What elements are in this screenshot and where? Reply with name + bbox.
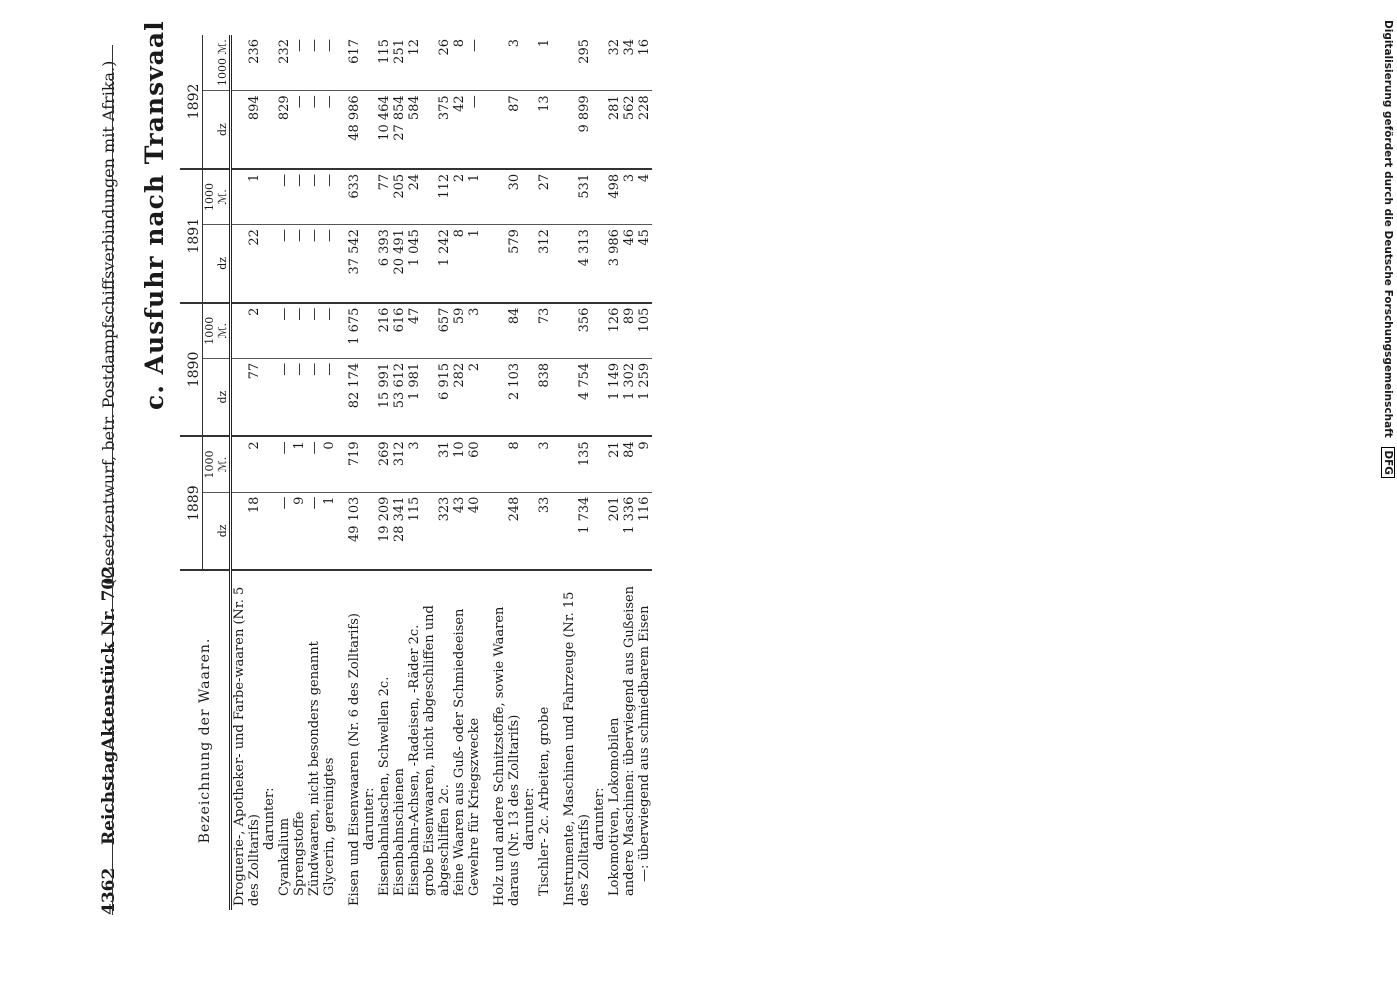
cell-dz bbox=[522, 225, 537, 303]
cell-dz: 27 854 bbox=[392, 91, 407, 169]
cell-value: — bbox=[322, 303, 337, 359]
table-row bbox=[607, 35, 622, 910]
cell-dz bbox=[262, 492, 277, 570]
year-header-row bbox=[180, 35, 203, 910]
cell-dz: — bbox=[322, 225, 337, 303]
row-label: grobe Eisenwaaren, nicht abgeschliffen und abgeschliffen 2c. bbox=[422, 605, 452, 896]
cell-value: 531 bbox=[552, 169, 592, 225]
cell-dz bbox=[362, 358, 377, 436]
cell-dz: 77 bbox=[231, 358, 263, 436]
table-row bbox=[592, 35, 607, 910]
table-row bbox=[362, 35, 377, 910]
year-header: 1890 bbox=[180, 303, 203, 437]
cell-value: — bbox=[307, 303, 322, 359]
unit-value: 1000 ℳ. bbox=[203, 169, 231, 225]
cell-dz: — bbox=[277, 492, 292, 570]
cell-value: 3 bbox=[467, 303, 482, 359]
cell-dz: — bbox=[322, 91, 337, 169]
cell-value: 251 bbox=[392, 35, 407, 91]
cell-value: 59 bbox=[452, 303, 467, 359]
unit-value: 1000 ℳ. bbox=[203, 436, 231, 492]
cell-value: 633 bbox=[337, 169, 362, 225]
cell-dz: — bbox=[277, 225, 292, 303]
credit-strip bbox=[1378, 20, 1394, 980]
cell-value bbox=[592, 35, 607, 91]
table-row bbox=[452, 35, 467, 910]
row-label: feine Waaren aus Guß- oder Schmiedeeisen bbox=[452, 608, 467, 896]
cell-value: 3 bbox=[537, 436, 552, 492]
cell-value: 236 bbox=[231, 35, 263, 91]
cell-dz: 49 103 bbox=[337, 492, 362, 570]
cell-value: 73 bbox=[537, 303, 552, 359]
table-row bbox=[231, 35, 263, 910]
cell-dz: 894 bbox=[231, 91, 263, 169]
cell-value: — bbox=[307, 35, 322, 91]
cell-value: 295 bbox=[552, 35, 592, 91]
table-row bbox=[622, 35, 637, 910]
cell-dz: 201 bbox=[607, 492, 622, 570]
cell-dz: 579 bbox=[482, 225, 522, 303]
cell-dz bbox=[592, 91, 607, 169]
cell-dz: 6 393 bbox=[377, 225, 392, 303]
cell-value: 34 bbox=[622, 35, 637, 91]
cell-dz: 312 bbox=[537, 225, 552, 303]
cell-value: — bbox=[292, 169, 307, 225]
row-label: darunter: bbox=[592, 787, 607, 850]
row-label: darunter: bbox=[362, 787, 377, 850]
cell-value: 617 bbox=[337, 35, 362, 91]
cell-dz: 1 242 bbox=[422, 225, 452, 303]
row-label: darunter: bbox=[522, 787, 537, 850]
cell-value bbox=[522, 436, 537, 492]
cell-dz: — bbox=[292, 225, 307, 303]
cell-value: 32 bbox=[607, 35, 622, 91]
table-row bbox=[337, 35, 362, 910]
cell-dz: 22 bbox=[231, 225, 263, 303]
cell-dz: — bbox=[307, 91, 322, 169]
cell-value: 105 bbox=[637, 303, 652, 359]
table-row bbox=[277, 35, 292, 910]
cell-value bbox=[362, 303, 377, 359]
header-subtitle: (Gesetzentwurf, betr. Postdampfschiffsverbindungen mit Afrika.) bbox=[99, 60, 118, 585]
cell-value bbox=[262, 303, 277, 359]
cell-value: 26 bbox=[422, 35, 452, 91]
row-label: darunter: bbox=[262, 787, 277, 850]
cell-dz: 838 bbox=[537, 358, 552, 436]
cell-dz: 1 045 bbox=[407, 225, 422, 303]
cell-dz: 87 bbox=[482, 91, 522, 169]
year-header: 1892 bbox=[180, 35, 203, 169]
cell-dz: 562 bbox=[622, 91, 637, 169]
cell-dz: 282 bbox=[452, 358, 467, 436]
cell-value: 205 bbox=[392, 169, 407, 225]
cell-dz bbox=[592, 492, 607, 570]
cell-dz: 3 986 bbox=[607, 225, 622, 303]
dfg-logo: DFG bbox=[1381, 447, 1395, 478]
cell-dz: 1 734 bbox=[552, 492, 592, 570]
header-aktenstueck: Aktenstück Nr. 702. bbox=[99, 559, 119, 750]
cell-value: 24 bbox=[407, 169, 422, 225]
row-label: Zündwaaren, nicht besonders genannt bbox=[307, 641, 322, 896]
cell-dz bbox=[592, 358, 607, 436]
cell-dz: 53 612 bbox=[392, 358, 407, 436]
cell-value bbox=[592, 169, 607, 225]
description-header: Bezeichnung der Waaren. bbox=[180, 570, 231, 910]
cell-dz: 1 bbox=[322, 492, 337, 570]
cell-value bbox=[592, 436, 607, 492]
cell-dz bbox=[362, 225, 377, 303]
cell-value: 16 bbox=[637, 35, 652, 91]
cell-dz: 4 754 bbox=[552, 358, 592, 436]
cell-value: 84 bbox=[482, 303, 522, 359]
cell-value: 232 bbox=[277, 35, 292, 91]
row-label: andere Maschinen: überwiegend aus Gußeisen bbox=[622, 585, 637, 896]
cell-dz: 248 bbox=[482, 492, 522, 570]
cell-dz: — bbox=[467, 91, 482, 169]
table-row bbox=[322, 35, 337, 910]
cell-dz: 375 bbox=[422, 91, 452, 169]
cell-value: — bbox=[307, 436, 322, 492]
table-row bbox=[262, 35, 277, 910]
cell-value: 30 bbox=[482, 169, 522, 225]
page-number: 4362 bbox=[99, 867, 119, 915]
cell-value: 1 bbox=[231, 169, 263, 225]
cell-value: — bbox=[292, 35, 307, 91]
cell-value bbox=[362, 35, 377, 91]
cell-dz: 323 bbox=[422, 492, 452, 570]
cell-value: 84 bbox=[622, 436, 637, 492]
cell-value: — bbox=[277, 303, 292, 359]
unit-dz: dz bbox=[203, 358, 231, 436]
cell-value: — bbox=[322, 169, 337, 225]
cell-value: 1 bbox=[292, 436, 307, 492]
table-row bbox=[522, 35, 537, 910]
cell-value: 616 bbox=[392, 303, 407, 359]
cell-dz bbox=[592, 225, 607, 303]
row-label: —: überwiegend aus schmiedbarem Eisen bbox=[637, 605, 652, 882]
unit-value: 1000 ℳ. bbox=[203, 303, 231, 359]
cell-value: 8 bbox=[482, 436, 522, 492]
cell-dz: 4 313 bbox=[552, 225, 592, 303]
cell-dz: 8 bbox=[452, 225, 467, 303]
cell-value bbox=[362, 436, 377, 492]
cell-value: 77 bbox=[377, 169, 392, 225]
cell-value: — bbox=[292, 303, 307, 359]
cell-dz: 1 259 bbox=[637, 358, 652, 436]
unit-dz: dz bbox=[203, 91, 231, 169]
cell-value: 10 bbox=[452, 436, 467, 492]
cell-value: 356 bbox=[552, 303, 592, 359]
cell-value bbox=[262, 436, 277, 492]
cell-value: 135 bbox=[552, 436, 592, 492]
table-row bbox=[637, 35, 652, 910]
cell-value bbox=[522, 169, 537, 225]
cell-dz bbox=[262, 358, 277, 436]
cell-value: 498 bbox=[607, 169, 622, 225]
cell-dz: 116 bbox=[637, 492, 652, 570]
cell-value bbox=[262, 35, 277, 91]
table-row bbox=[392, 35, 407, 910]
cell-value: 3 bbox=[482, 35, 522, 91]
cell-dz: 1 302 bbox=[622, 358, 637, 436]
cell-value: 4 bbox=[637, 169, 652, 225]
cell-dz: 15 991 bbox=[377, 358, 392, 436]
cell-dz: 9 899 bbox=[552, 91, 592, 169]
header-rule bbox=[112, 45, 113, 915]
cell-dz: 1 bbox=[467, 225, 482, 303]
cell-dz: — bbox=[277, 358, 292, 436]
cell-value: 8 bbox=[452, 35, 467, 91]
cell-dz bbox=[522, 492, 537, 570]
cell-value: 3 bbox=[622, 169, 637, 225]
cell-dz: 43 bbox=[452, 492, 467, 570]
row-label: Holz und andere Schnitzstoffe, sowie Waaren daraus (Nr. 13 des Zolltarifs) bbox=[492, 606, 522, 906]
cell-dz bbox=[262, 225, 277, 303]
unit-dz: dz bbox=[203, 225, 231, 303]
year-header: 1889 bbox=[180, 436, 203, 570]
cell-dz: 281 bbox=[607, 91, 622, 169]
cell-dz: 28 341 bbox=[392, 492, 407, 570]
section-title: c. Ausfuhr nach Transvaal bbox=[140, 20, 169, 410]
cell-dz: 2 bbox=[467, 358, 482, 436]
cell-dz: 82 174 bbox=[337, 358, 362, 436]
table-row bbox=[307, 35, 322, 910]
cell-dz: 115 bbox=[407, 492, 422, 570]
cell-value: 1 bbox=[467, 169, 482, 225]
cell-value: — bbox=[467, 35, 482, 91]
table-row bbox=[422, 35, 452, 910]
cell-dz: 18 bbox=[231, 492, 263, 570]
row-label: Tischler- 2c. Arbeiten, grobe bbox=[537, 706, 552, 896]
cell-dz: 48 986 bbox=[337, 91, 362, 169]
cell-dz bbox=[362, 91, 377, 169]
row-label: Cyankalium bbox=[277, 817, 292, 896]
cell-value: 657 bbox=[422, 303, 452, 359]
cell-value: — bbox=[307, 169, 322, 225]
table-row bbox=[467, 35, 482, 910]
cell-value bbox=[262, 169, 277, 225]
cell-value: — bbox=[322, 35, 337, 91]
cell-dz: 2 103 bbox=[482, 358, 522, 436]
cell-value: 2 bbox=[452, 169, 467, 225]
cell-value: 89 bbox=[622, 303, 637, 359]
cell-value: 312 bbox=[392, 436, 407, 492]
cell-dz: 33 bbox=[537, 492, 552, 570]
cell-value: 269 bbox=[377, 436, 392, 492]
row-label: Sprengstoffe bbox=[292, 811, 307, 896]
cell-value: 2 bbox=[231, 436, 263, 492]
cell-dz: — bbox=[292, 358, 307, 436]
cell-value bbox=[592, 303, 607, 359]
cell-dz: 1 336 bbox=[622, 492, 637, 570]
cell-value bbox=[362, 169, 377, 225]
header-reichstag: Reichstag. bbox=[99, 744, 119, 845]
cell-dz: 40 bbox=[467, 492, 482, 570]
cell-dz: 45 bbox=[637, 225, 652, 303]
cell-dz: 829 bbox=[277, 91, 292, 169]
cell-dz: — bbox=[322, 358, 337, 436]
cell-value: 27 bbox=[537, 169, 552, 225]
cell-dz: 42 bbox=[452, 91, 467, 169]
cell-value bbox=[522, 303, 537, 359]
cell-dz: 9 bbox=[292, 492, 307, 570]
row-label: Eisenbahnschienen bbox=[392, 768, 407, 896]
cell-dz: 13 bbox=[537, 91, 552, 169]
cell-value: 3 bbox=[407, 436, 422, 492]
cell-dz: 19 209 bbox=[377, 492, 392, 570]
cell-dz: 6 915 bbox=[422, 358, 452, 436]
cell-dz bbox=[522, 358, 537, 436]
credit-text: Digitalisierung gefördert durch die Deutsche Forschungsgemeinschaft bbox=[1382, 20, 1394, 438]
row-label: Gewehre für Kriegszwecke bbox=[467, 717, 482, 896]
cell-value bbox=[522, 35, 537, 91]
cell-value: 0 bbox=[322, 436, 337, 492]
cell-value: 126 bbox=[607, 303, 622, 359]
cell-value: 12 bbox=[407, 35, 422, 91]
table-row bbox=[407, 35, 422, 910]
unit-dz: dz bbox=[203, 492, 231, 570]
table-row bbox=[292, 35, 307, 910]
cell-dz bbox=[262, 91, 277, 169]
cell-dz: — bbox=[307, 492, 322, 570]
cell-dz: 37 542 bbox=[337, 225, 362, 303]
cell-dz: — bbox=[307, 225, 322, 303]
cell-value: 47 bbox=[407, 303, 422, 359]
cell-value: 1 bbox=[537, 35, 552, 91]
cell-dz: — bbox=[292, 91, 307, 169]
cell-dz: 228 bbox=[637, 91, 652, 169]
cell-value: — bbox=[277, 436, 292, 492]
cell-value: 2 bbox=[231, 303, 263, 359]
table-row bbox=[552, 35, 592, 910]
cell-dz: 1 981 bbox=[407, 358, 422, 436]
cell-dz: — bbox=[307, 358, 322, 436]
row-label: Instrumente, Maschinen und Fahrzeuge (Nr. 15 des Zolltarifs) bbox=[562, 591, 592, 906]
row-label: Droguerie-, Apotheker- und Farbe-waaren (Nr. 5 des Zolltarifs) bbox=[232, 586, 262, 906]
cell-value: 216 bbox=[377, 303, 392, 359]
cell-dz: 10 464 bbox=[377, 91, 392, 169]
cell-dz bbox=[522, 91, 537, 169]
unit-value: 1000 ℳ. bbox=[203, 35, 231, 91]
table-row bbox=[537, 35, 552, 910]
table-row bbox=[482, 35, 522, 910]
row-label: Eisenbahnlaschen, Schwellen 2c. bbox=[377, 676, 392, 896]
row-label: Glycerin, gereinigtes bbox=[322, 757, 337, 896]
cell-value: — bbox=[277, 169, 292, 225]
cell-value: 9 bbox=[637, 436, 652, 492]
cell-value: 1 675 bbox=[337, 303, 362, 359]
table-row bbox=[377, 35, 392, 910]
cell-dz: 584 bbox=[407, 91, 422, 169]
cell-dz bbox=[362, 492, 377, 570]
page-header bbox=[85, 45, 135, 915]
year-header: 1891 bbox=[180, 169, 203, 303]
table-body bbox=[231, 35, 653, 910]
export-table bbox=[180, 35, 652, 910]
cell-dz: 1 149 bbox=[607, 358, 622, 436]
cell-value: 60 bbox=[467, 436, 482, 492]
cell-value: 31 bbox=[422, 436, 452, 492]
row-label: Eisen und Eisenwaaren (Nr. 6 des Zolltarifs) bbox=[347, 613, 362, 906]
cell-value: 112 bbox=[422, 169, 452, 225]
cell-dz: 46 bbox=[622, 225, 637, 303]
cell-value: 115 bbox=[377, 35, 392, 91]
row-label: Eisenbahn-Achsen, -Radeisen, -Räder 2c. bbox=[407, 624, 422, 896]
cell-value: 21 bbox=[607, 436, 622, 492]
cell-value: 719 bbox=[337, 436, 362, 492]
row-label: Lokomotiven, Lokomobilen bbox=[607, 717, 622, 896]
cell-dz: 20 491 bbox=[392, 225, 407, 303]
